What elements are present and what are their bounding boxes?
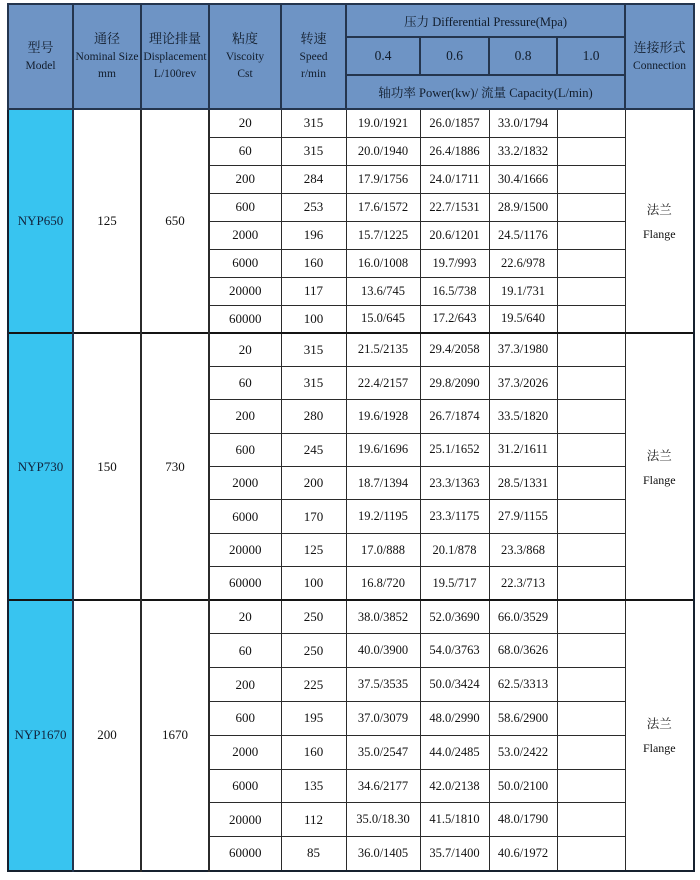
viscosity-cell: 600: [209, 702, 281, 736]
pressure-0.6-cell: 23.3/1175: [420, 500, 489, 533]
pressure-0.6-cell: 41.5/1810: [420, 803, 489, 837]
pressure-0.6-cell: 29.8/2090: [420, 366, 489, 399]
pressure-0.8-cell: 66.0/3529: [489, 600, 557, 634]
pressure-0.6-cell: 42.0/2138: [420, 769, 489, 803]
pressure-0.6-cell: 50.0/3424: [420, 668, 489, 702]
nominal-size-cell: 150: [73, 333, 141, 600]
model-cell: NYP730: [8, 333, 73, 600]
pressure-0.8-cell: 62.5/3313: [489, 668, 557, 702]
viscosity-cell: 20000: [209, 803, 281, 837]
viscosity-cell: 600: [209, 193, 281, 221]
header-connection-zh: 连接形式: [633, 39, 686, 55]
table-row: [8, 333, 694, 366]
pressure-1.0-cell: [557, 634, 625, 668]
pressure-1.0-cell: [557, 400, 625, 433]
table-body: [8, 109, 694, 871]
table-row: [8, 109, 694, 137]
header-speed-zh: 转速: [300, 31, 327, 47]
pressure-0.6-cell: 26.0/1857: [420, 109, 489, 137]
pressure-0.4-cell: 16.8/720: [346, 567, 420, 600]
pressure-1.0-cell: [557, 803, 625, 837]
pressure-0.4-cell: 37.0/3079: [346, 702, 420, 736]
pressure-0.4-cell: 20.0/1940: [346, 137, 420, 165]
pressure-0.8-cell: 68.0/3626: [489, 634, 557, 668]
pressure-0.8-cell: 28.9/1500: [489, 193, 557, 221]
pressure-0.4-cell: 17.0/888: [346, 533, 420, 566]
pressure-0.6-cell: 29.4/2058: [420, 333, 489, 366]
pressure-1.0-cell: [557, 333, 625, 366]
connection-en: Flange: [642, 227, 676, 241]
speed-cell: 280: [281, 400, 346, 433]
header-model: [8, 4, 73, 109]
pressure-0.4-cell: 19.6/1696: [346, 433, 420, 466]
pressure-0.4-cell: 15.7/1225: [346, 221, 420, 249]
pressure-0.8-cell: 27.9/1155: [489, 500, 557, 533]
connection-cell: [625, 109, 694, 333]
speed-cell: 125: [281, 533, 346, 566]
pressure-0.6-cell: 54.0/3763: [420, 634, 489, 668]
pressure-0.4-cell: 21.5/2135: [346, 333, 420, 366]
viscosity-cell: 60: [209, 366, 281, 399]
pressure-0.4-cell: 17.6/1572: [346, 193, 420, 221]
pressure-0.6-cell: 26.7/1874: [420, 400, 489, 433]
speed-cell: 284: [281, 165, 346, 193]
speed-cell: 100: [281, 305, 346, 333]
pressure-0.8-cell: 33.2/1832: [489, 137, 557, 165]
header-pressure-0.8: 0.8: [489, 37, 557, 75]
pressure-0.8-cell: 22.6/978: [489, 249, 557, 277]
pressure-0.8-cell: 30.4/1666: [489, 165, 557, 193]
pressure-0.8-cell: 22.3/713: [489, 567, 557, 600]
pressure-0.8-cell: 53.0/2422: [489, 735, 557, 769]
header-connection: [625, 4, 694, 109]
viscosity-cell: 60: [209, 634, 281, 668]
pressure-0.6-cell: 20.6/1201: [420, 221, 489, 249]
pressure-0.4-cell: 35.0/18.30: [346, 803, 420, 837]
pressure-0.6-cell: 20.1/878: [420, 533, 489, 566]
nominal-size-cell: 200: [73, 600, 141, 870]
speed-cell: 112: [281, 803, 346, 837]
connection-zh: 法兰: [646, 203, 672, 217]
speed-cell: 200: [281, 467, 346, 500]
speed-cell: 315: [281, 366, 346, 399]
pressure-0.6-cell: 16.5/738: [420, 277, 489, 305]
pressure-0.6-cell: 35.7/1400: [420, 837, 489, 871]
viscosity-cell: 6000: [209, 500, 281, 533]
header-model-en: Model: [25, 59, 56, 72]
header-connection-en: Connection: [633, 59, 687, 72]
header-model-zh: 型号: [27, 39, 54, 55]
model-cell: NYP1670: [8, 600, 73, 870]
speed-cell: 315: [281, 137, 346, 165]
viscosity-cell: 600: [209, 433, 281, 466]
connection-cell: [625, 333, 694, 600]
pressure-0.8-cell: 37.3/2026: [489, 366, 557, 399]
pressure-0.6-cell: 22.7/1531: [420, 193, 489, 221]
pressure-0.6-cell: 17.2/643: [420, 305, 489, 333]
nominal-size-cell: 125: [73, 109, 141, 333]
speed-cell: 160: [281, 735, 346, 769]
viscosity-cell: 2000: [209, 467, 281, 500]
pressure-0.8-cell: 19.5/640: [489, 305, 557, 333]
pressure-0.6-cell: 48.0/2990: [420, 702, 489, 736]
connection-cell: [625, 600, 694, 870]
speed-cell: 225: [281, 668, 346, 702]
viscosity-cell: 2000: [209, 735, 281, 769]
pressure-0.6-cell: 26.4/1886: [420, 137, 489, 165]
pressure-1.0-cell: [557, 193, 625, 221]
header-pressure-group: 压力 Differential Pressure(Mpa): [346, 4, 625, 37]
viscosity-cell: 20: [209, 600, 281, 634]
speed-cell: 160: [281, 249, 346, 277]
pressure-0.4-cell: 35.0/2547: [346, 735, 420, 769]
pressure-0.4-cell: 17.9/1756: [346, 165, 420, 193]
header-nominal-size-unit: mm: [98, 67, 116, 80]
pressure-0.8-cell: 28.5/1331: [489, 467, 557, 500]
speed-cell: 315: [281, 333, 346, 366]
header-viscosity-zh: 粘度: [231, 31, 258, 47]
displacement-cell: 650: [141, 109, 209, 333]
pressure-0.4-cell: 37.5/3535: [346, 668, 420, 702]
pressure-0.6-cell: 19.5/717: [420, 567, 489, 600]
header-displacement: [141, 4, 209, 109]
header-nominal-size-en: Nominal Size: [75, 51, 139, 64]
pressure-1.0-cell: [557, 165, 625, 193]
pressure-0.8-cell: 33.5/1820: [489, 400, 557, 433]
pressure-1.0-cell: [557, 769, 625, 803]
pressure-0.4-cell: 19.0/1921: [346, 109, 420, 137]
viscosity-cell: 2000: [209, 221, 281, 249]
connection-zh: 法兰: [646, 717, 672, 732]
header-displacement-en: Displacement: [143, 51, 207, 64]
header-pressure-1.0: 1.0: [557, 37, 625, 75]
pressure-1.0-cell: [557, 137, 625, 165]
viscosity-cell: 60000: [209, 837, 281, 871]
pressure-1.0-cell: [557, 837, 625, 871]
pressure-0.8-cell: 23.3/868: [489, 533, 557, 566]
speed-cell: 245: [281, 433, 346, 466]
viscosity-cell: 200: [209, 668, 281, 702]
header-viscosity: [209, 4, 281, 109]
speed-cell: 250: [281, 634, 346, 668]
speed-cell: 100: [281, 567, 346, 600]
pressure-1.0-cell: [557, 702, 625, 736]
pressure-0.8-cell: 31.2/1611: [489, 433, 557, 466]
speed-cell: 250: [281, 600, 346, 634]
pressure-0.6-cell: 23.3/1363: [420, 467, 489, 500]
pressure-1.0-cell: [557, 305, 625, 333]
table-header: [8, 4, 694, 109]
pressure-0.6-cell: 52.0/3690: [420, 600, 489, 634]
pressure-1.0-cell: [557, 221, 625, 249]
pressure-1.0-cell: [557, 249, 625, 277]
speed-cell: 195: [281, 702, 346, 736]
pressure-1.0-cell: [557, 109, 625, 137]
pressure-1.0-cell: [557, 735, 625, 769]
viscosity-cell: 60: [209, 137, 281, 165]
pressure-0.6-cell: 25.1/1652: [420, 433, 489, 466]
pressure-0.4-cell: 34.6/2177: [346, 769, 420, 803]
connection-en: Flange: [642, 472, 676, 487]
pressure-1.0-cell: [557, 366, 625, 399]
header-viscosity-unit: Cst: [237, 67, 253, 80]
viscosity-cell: 60000: [209, 567, 281, 600]
viscosity-cell: 20: [209, 109, 281, 137]
pressure-0.4-cell: 13.6/745: [346, 277, 420, 305]
header-nominal-size: [73, 4, 141, 109]
displacement-cell: 730: [141, 333, 209, 600]
pressure-1.0-cell: [557, 668, 625, 702]
speed-cell: 135: [281, 769, 346, 803]
speed-cell: 253: [281, 193, 346, 221]
viscosity-cell: 6000: [209, 769, 281, 803]
pressure-0.4-cell: 19.6/1928: [346, 400, 420, 433]
header-speed: [281, 4, 346, 109]
pressure-0.8-cell: 19.1/731: [489, 277, 557, 305]
pressure-0.8-cell: 50.0/2100: [489, 769, 557, 803]
table-row: [8, 600, 694, 634]
connection-en: Flange: [642, 741, 676, 756]
pressure-0.6-cell: 19.7/993: [420, 249, 489, 277]
header-pressure-0.4: 0.4: [346, 37, 420, 75]
pressure-0.4-cell: 18.7/1394: [346, 467, 420, 500]
pressure-0.6-cell: 44.0/2485: [420, 735, 489, 769]
viscosity-cell: 60000: [209, 305, 281, 333]
header-displacement-zh: 理论排量: [148, 31, 201, 47]
pressure-1.0-cell: [557, 467, 625, 500]
displacement-cell: 1670: [141, 600, 209, 870]
viscosity-cell: 6000: [209, 249, 281, 277]
pressure-1.0-cell: [557, 600, 625, 634]
header-power-capacity: 轴功率 Power(kw)/ 流量 Capacity(L/min): [346, 75, 625, 109]
pressure-1.0-cell: [557, 500, 625, 533]
header-pressure-0.6: 0.6: [420, 37, 489, 75]
pressure-0.8-cell: 33.0/1794: [489, 109, 557, 137]
speed-cell: 170: [281, 500, 346, 533]
speed-cell: 315: [281, 109, 346, 137]
header-displacement-unit: L/100rev: [153, 67, 197, 80]
pressure-1.0-cell: [557, 277, 625, 305]
speed-cell: 196: [281, 221, 346, 249]
pressure-0.8-cell: 58.6/2900: [489, 702, 557, 736]
header-nominal-size-zh: 通径: [93, 31, 120, 47]
header-viscosity-en: Viscoity: [225, 51, 265, 64]
pressure-0.4-cell: 19.2/1195: [346, 500, 420, 533]
pressure-1.0-cell: [557, 567, 625, 600]
pressure-0.8-cell: 48.0/1790: [489, 803, 557, 837]
speed-cell: 85: [281, 837, 346, 871]
viscosity-cell: 20: [209, 333, 281, 366]
header-speed-unit: r/min: [301, 67, 326, 80]
pressure-0.6-cell: 24.0/1711: [420, 165, 489, 193]
connection-zh: 法兰: [646, 448, 672, 463]
pressure-1.0-cell: [557, 533, 625, 566]
pressure-0.4-cell: 15.0/645: [346, 305, 420, 333]
pressure-0.8-cell: 24.5/1176: [489, 221, 557, 249]
pressure-0.8-cell: 37.3/1980: [489, 333, 557, 366]
speed-cell: 117: [281, 277, 346, 305]
pressure-1.0-cell: [557, 433, 625, 466]
viscosity-cell: 20000: [209, 533, 281, 566]
pressure-0.4-cell: 22.4/2157: [346, 366, 420, 399]
viscosity-cell: 200: [209, 165, 281, 193]
pressure-0.4-cell: 40.0/3900: [346, 634, 420, 668]
pump-spec-table: [7, 3, 695, 872]
viscosity-cell: 200: [209, 400, 281, 433]
pressure-0.8-cell: 40.6/1972: [489, 837, 557, 871]
viscosity-cell: 20000: [209, 277, 281, 305]
model-cell: NYP650: [8, 109, 73, 333]
pressure-0.4-cell: 36.0/1405: [346, 837, 420, 871]
header-speed-en: Speed: [299, 51, 328, 64]
pressure-0.4-cell: 16.0/1008: [346, 249, 420, 277]
pressure-0.4-cell: 38.0/3852: [346, 600, 420, 634]
